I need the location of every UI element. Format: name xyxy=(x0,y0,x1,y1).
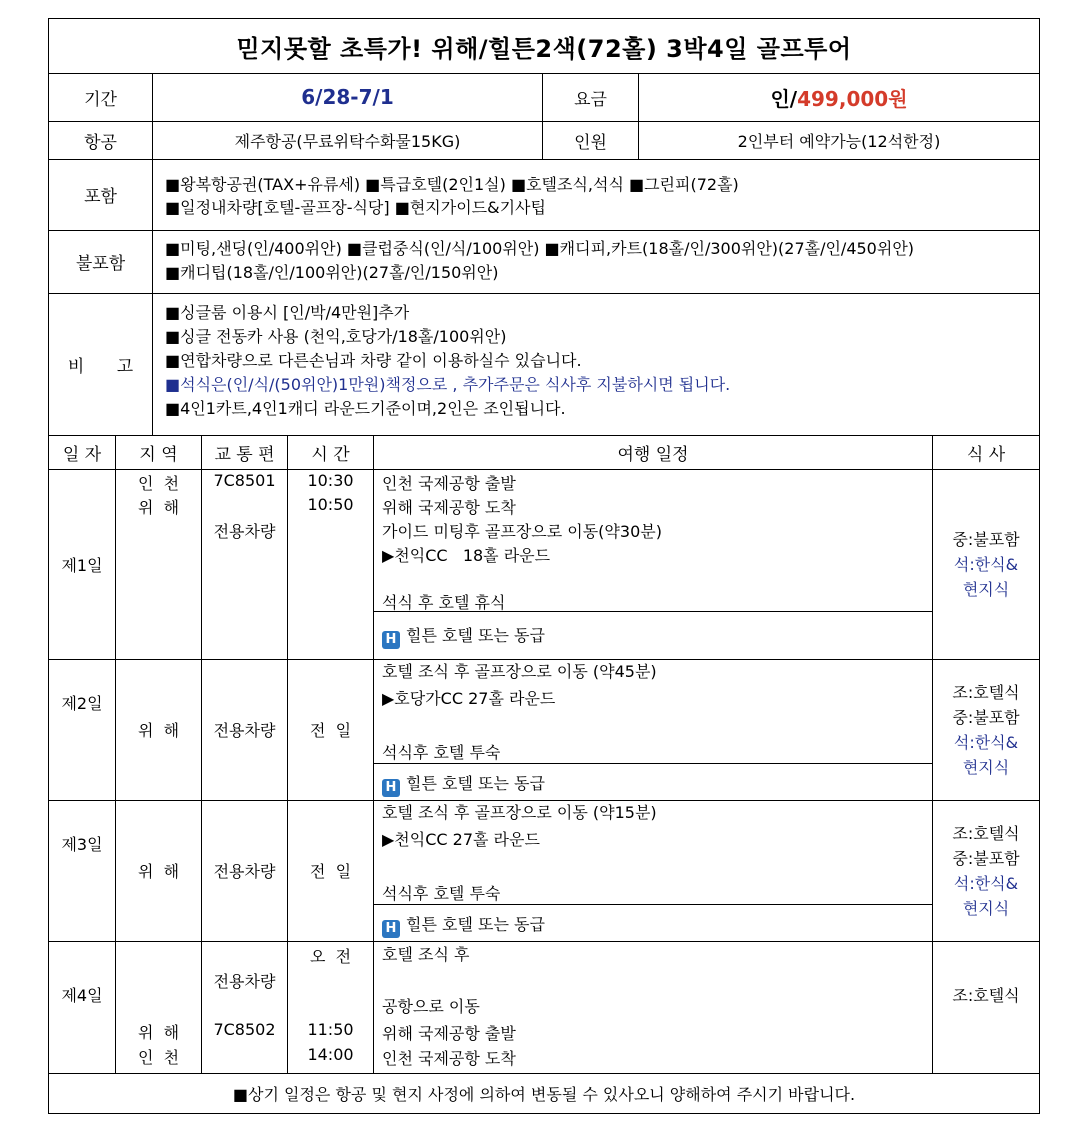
transport-cell xyxy=(202,469,288,659)
meal: 석:한식& xyxy=(953,873,1019,893)
region: 인 천 xyxy=(137,1048,180,1067)
itinerary-cell xyxy=(374,800,933,941)
airline-label: 항공 xyxy=(49,121,153,159)
excluded-label: 불포함 xyxy=(49,230,153,293)
excluded-row xyxy=(49,230,1039,294)
time: 오 전 xyxy=(309,947,352,966)
transport: 전용차량 xyxy=(213,972,276,991)
itinerary-line: 호텔 조식 후 골프장으로 이동 (약15분) xyxy=(382,803,657,822)
day-row-3 xyxy=(49,800,1039,942)
excluded-line: ■미팅,샌딩(인/400위안) ■클럽중식(인/식/100위안) ■캐디피,카트(18홀/인/300위안)(27홀/인/450위안) xyxy=(165,239,915,258)
period-value-cell xyxy=(153,73,543,121)
time-cell xyxy=(288,469,374,659)
fee-value-cell xyxy=(639,73,1039,121)
included-row xyxy=(49,159,1039,231)
header-transport: 교 통 편 xyxy=(202,435,288,469)
itinerary-line: ▶호당가CC 27홀 라운드 xyxy=(382,689,556,708)
flight-number: 7C8502 xyxy=(213,1020,276,1039)
time: 14:00 xyxy=(307,1045,354,1064)
header-time: 시 간 xyxy=(288,435,374,469)
hotel-name: 힐튼 호텔 또는 동급 xyxy=(406,774,545,793)
day-label: 제1일 xyxy=(49,469,116,659)
meal: 현지식 xyxy=(962,898,1010,918)
region-cell xyxy=(116,469,202,659)
hotel-name: 힐튼 호텔 또는 동급 xyxy=(406,915,545,934)
people-label: 인원 xyxy=(543,121,639,159)
remarks-label: 비 고 xyxy=(49,293,153,435)
meal-cell xyxy=(933,469,1039,659)
remarks-row xyxy=(49,293,1039,436)
remark-line: ■싱글룸 이용시 [인/박/4만원]추가 xyxy=(165,303,410,322)
included-list xyxy=(153,159,1039,230)
itinerary-cell xyxy=(374,941,933,1073)
period-row xyxy=(49,73,1039,122)
hotel-line xyxy=(382,912,545,938)
meal: 석:한식& xyxy=(953,554,1019,574)
meal: 조:호텔식 xyxy=(952,986,1020,1005)
header-day: 일 자 xyxy=(49,435,116,469)
page-title: 믿지못할 초특가! 위해/힐튼2색(72홀) 3박4일 골프투어 xyxy=(236,34,852,63)
itinerary-line: 위해 국제공항 출발 xyxy=(382,1024,516,1043)
day-cell xyxy=(49,941,116,1073)
day-row-1 xyxy=(49,469,1039,660)
schedule-header xyxy=(49,435,1039,470)
meal-cell xyxy=(933,659,1039,800)
fee-label: 요금 xyxy=(543,73,639,121)
itinerary-line: 위해 국제공항 도착 xyxy=(382,498,516,517)
itinerary-line: 석식 후 호텔 휴식 xyxy=(382,593,506,612)
region: 위 해 xyxy=(137,498,180,517)
meal: 현지식 xyxy=(962,579,1010,599)
day-cell xyxy=(49,800,116,941)
time-cell xyxy=(288,941,374,1073)
remark-line: ■4인1카트,4인1캐디 라운드기준이며,2인은 조인됩니다. xyxy=(165,399,566,418)
transport: 전용차량 xyxy=(202,659,288,800)
meal: 중:불포함 xyxy=(952,707,1020,727)
remark-line: ■연합차량으로 다른손님과 차량 같이 이용하실수 있습니다. xyxy=(165,351,582,370)
remark-line: ■싱글 전동카 사용 (천익,호당가/18홀/100위안) xyxy=(165,327,507,346)
time: 11:50 xyxy=(307,1020,354,1039)
tour-sheet xyxy=(48,18,1040,1114)
itinerary-line: 호텔 조식 후 xyxy=(382,945,470,964)
people-value: 2인부터 예약가능(12석한정) xyxy=(737,131,941,151)
itinerary-cell xyxy=(374,659,933,800)
itinerary-line: 호텔 조식 후 골프장으로 이동 (약45분) xyxy=(382,662,657,681)
day-label: 제4일 xyxy=(61,986,103,1005)
meal: 현지식 xyxy=(962,757,1010,777)
footer-note xyxy=(49,1073,1039,1113)
hotel-line xyxy=(382,771,545,797)
itinerary-line: 인천 국제공항 도착 xyxy=(382,1049,516,1068)
included-label: 포함 xyxy=(49,159,153,230)
day-cell xyxy=(49,659,116,800)
flight-number: 7C8501 xyxy=(213,471,276,490)
itinerary-cell xyxy=(374,469,933,659)
hotel-divider xyxy=(374,611,932,612)
region: 위 해 xyxy=(116,800,202,941)
airline-value: 제주항공(무료위탁수화물15KG) xyxy=(153,121,543,159)
included-line: ■일정내차량[호텔-골프장-식당] ■현지가이드&기사팁 xyxy=(165,198,546,217)
itinerary-line: 석식후 호텔 투숙 xyxy=(382,884,501,903)
transport: 전용차량 xyxy=(213,522,276,541)
transport-cell xyxy=(202,941,288,1073)
day-row-2 xyxy=(49,659,1039,801)
region: 위 해 xyxy=(116,659,202,800)
transport: 전용차량 xyxy=(202,800,288,941)
excluded-line: ■캐디팁(18홀/인/100위안)(27홀/인/150위안) xyxy=(165,263,499,282)
period-value: 6/28-7/1 xyxy=(301,85,394,109)
day-label: 제3일 xyxy=(61,835,103,854)
meal-cell xyxy=(933,800,1039,941)
hotel-name: 힐튼 호텔 또는 동급 xyxy=(406,626,545,645)
header-itinerary: 여행 일정 xyxy=(374,435,933,469)
day-row-4 xyxy=(49,941,1039,1074)
time: 전 일 xyxy=(288,800,374,941)
meal: 조:호텔식 xyxy=(952,823,1020,843)
hotel-line xyxy=(382,623,545,649)
time: 전 일 xyxy=(288,659,374,800)
remark-highlight: ■석식은(인/식/(50위안)1만원)책정으로 , 추가주문은 식사후 지불하시면 됩니다. xyxy=(165,375,731,394)
itinerary-line: 석식후 호텔 투숙 xyxy=(382,743,501,762)
header-meal: 식 사 xyxy=(966,444,1006,465)
fee-value: 499,000원 xyxy=(797,86,908,111)
time: 10:30 xyxy=(307,471,354,490)
meal: 석:한식& xyxy=(953,732,1019,752)
itinerary-line: 인천 국제공항 출발 xyxy=(382,474,516,493)
footer-text: ■상기 일정은 항공 및 현지 사정에 의하여 변동될 수 있사오니 양해하여 주시기 바랍니다. xyxy=(232,1084,856,1104)
hotel-divider xyxy=(374,904,932,905)
itinerary-line: ▶천익CC 27홀 라운드 xyxy=(382,830,540,849)
period-label: 기간 xyxy=(49,73,153,121)
meal: 중:불포함 xyxy=(952,848,1020,868)
itinerary-line: ▶천익CC 18홀 라운드 xyxy=(382,546,551,565)
region: 위 해 xyxy=(137,1023,180,1042)
hotel-divider xyxy=(374,763,932,764)
hotel-icon: H xyxy=(382,779,400,797)
airline-row xyxy=(49,121,1039,160)
time: 10:50 xyxy=(307,495,354,514)
remarks-list xyxy=(153,293,1039,435)
hotel-icon: H xyxy=(382,920,400,938)
header-region: 지 역 xyxy=(116,435,202,469)
hotel-icon: H xyxy=(382,631,400,649)
meal-cell xyxy=(933,941,1039,1073)
itinerary-line: 공항으로 이동 xyxy=(382,997,480,1016)
excluded-list xyxy=(153,230,1039,293)
meal: 중:불포함 xyxy=(952,529,1020,549)
meal: 조:호텔식 xyxy=(952,682,1020,702)
itinerary-line: 가이드 미팅후 골프장으로 이동(약30분) xyxy=(382,522,662,541)
day-label: 제2일 xyxy=(61,694,103,713)
region: 인 천 xyxy=(137,474,180,493)
fee-prefix: 인/ xyxy=(770,86,798,111)
title-row xyxy=(49,19,1039,74)
region-cell xyxy=(116,941,202,1073)
included-line: ■왕복항공권(TAX+유류세) ■특급호텔(2인1실) ■호텔조식,석식 ■그린피(72홀) xyxy=(165,175,739,194)
